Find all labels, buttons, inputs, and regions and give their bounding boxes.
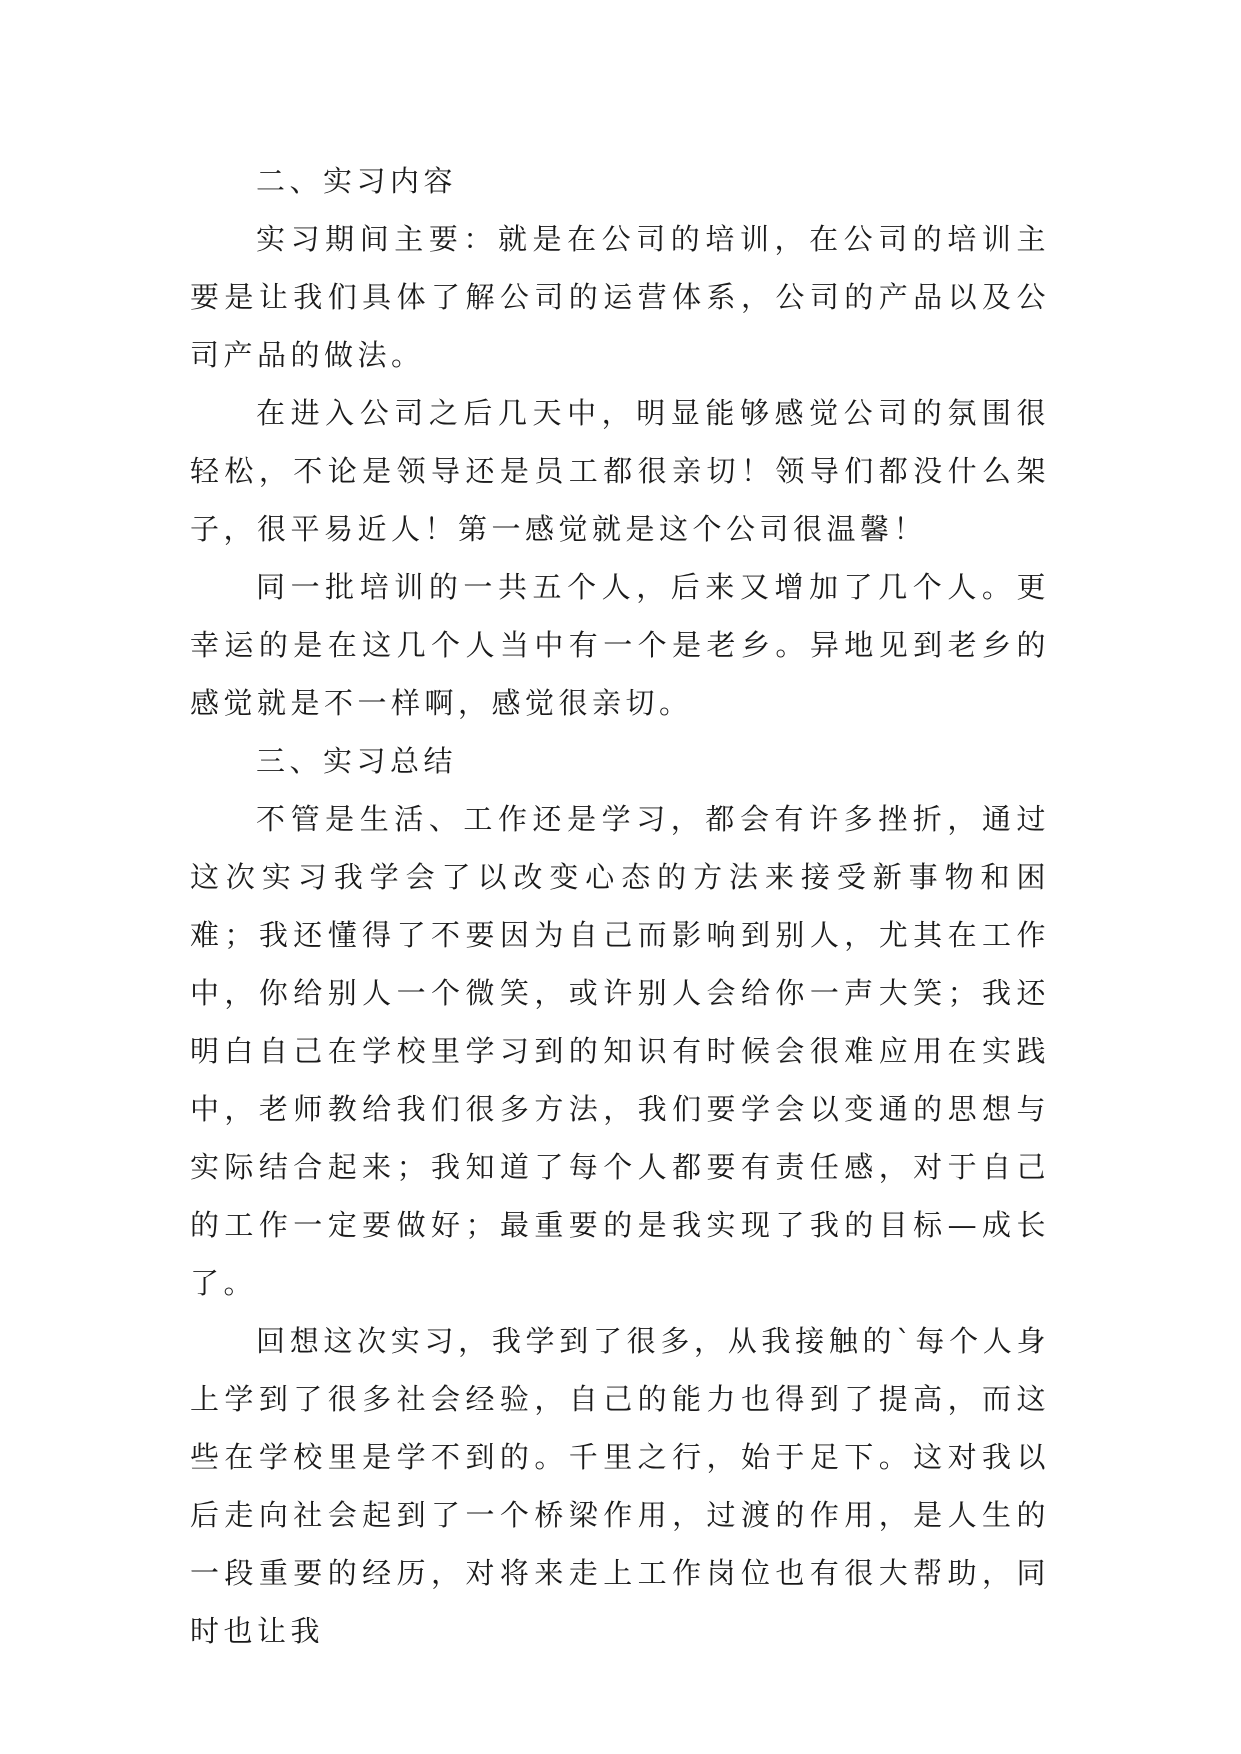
paragraph: 在进入公司之后几天中，明显能够感觉公司的氛围很轻松，不论是领导还是员工都很亲切！领导们都没什么架子，很平易近人！第一感觉就是这个公司很温馨！ (190, 396, 1050, 546)
paragraph: 同一批培训的一共五个人，后来又增加了几个人。更幸运的是在这几个人当中有一个是老乡。异地见到老乡的感觉就是不一样啊，感觉很亲切。 (190, 570, 1050, 720)
section-heading: 三、实习总结 (256, 744, 458, 778)
section-internship-summary (190, 732, 1050, 1660)
document-body (190, 152, 1050, 1660)
paragraph: 回想这次实习，我学到了很多，从我接触的`每个人身上学到了很多社会经验，自己的能力也得到了提高，而这些在学校里是学不到的。千里之行，始于足下。这对我以后走向社会起到了一个桥梁作用，过渡的作用，是人生的一段重要的经历，对将来走上工作岗位也有很大帮助，同时也让我 (190, 1324, 1050, 1648)
paragraph: 不管是生活、工作还是学习，都会有许多挫折，通过这次实习我学会了以改变心态的方法来接受新事物和困难；我还懂得了不要因为自己而影响到别人，尤其在工作中，你给别人一个微笑，或许别人会给你一声大笑；我还明白自己在学校里学习到的知识有时候会很难应用在实践中，老师教给我们很多方法，我们要学会以变通的思想与实际结合起来；我知道了每个人都要有责任感，对于自己的工作一定要做好；最重要的是我实现了我的目标—成长了。 (190, 802, 1050, 1300)
paragraph: 实习期间主要：就是在公司的培训，在公司的培训主要是让我们具体了解公司的运营体系，公司的产品以及公司产品的做法。 (190, 222, 1050, 372)
section-internship-content (190, 152, 1050, 732)
section-heading: 二、实习内容 (256, 164, 458, 198)
